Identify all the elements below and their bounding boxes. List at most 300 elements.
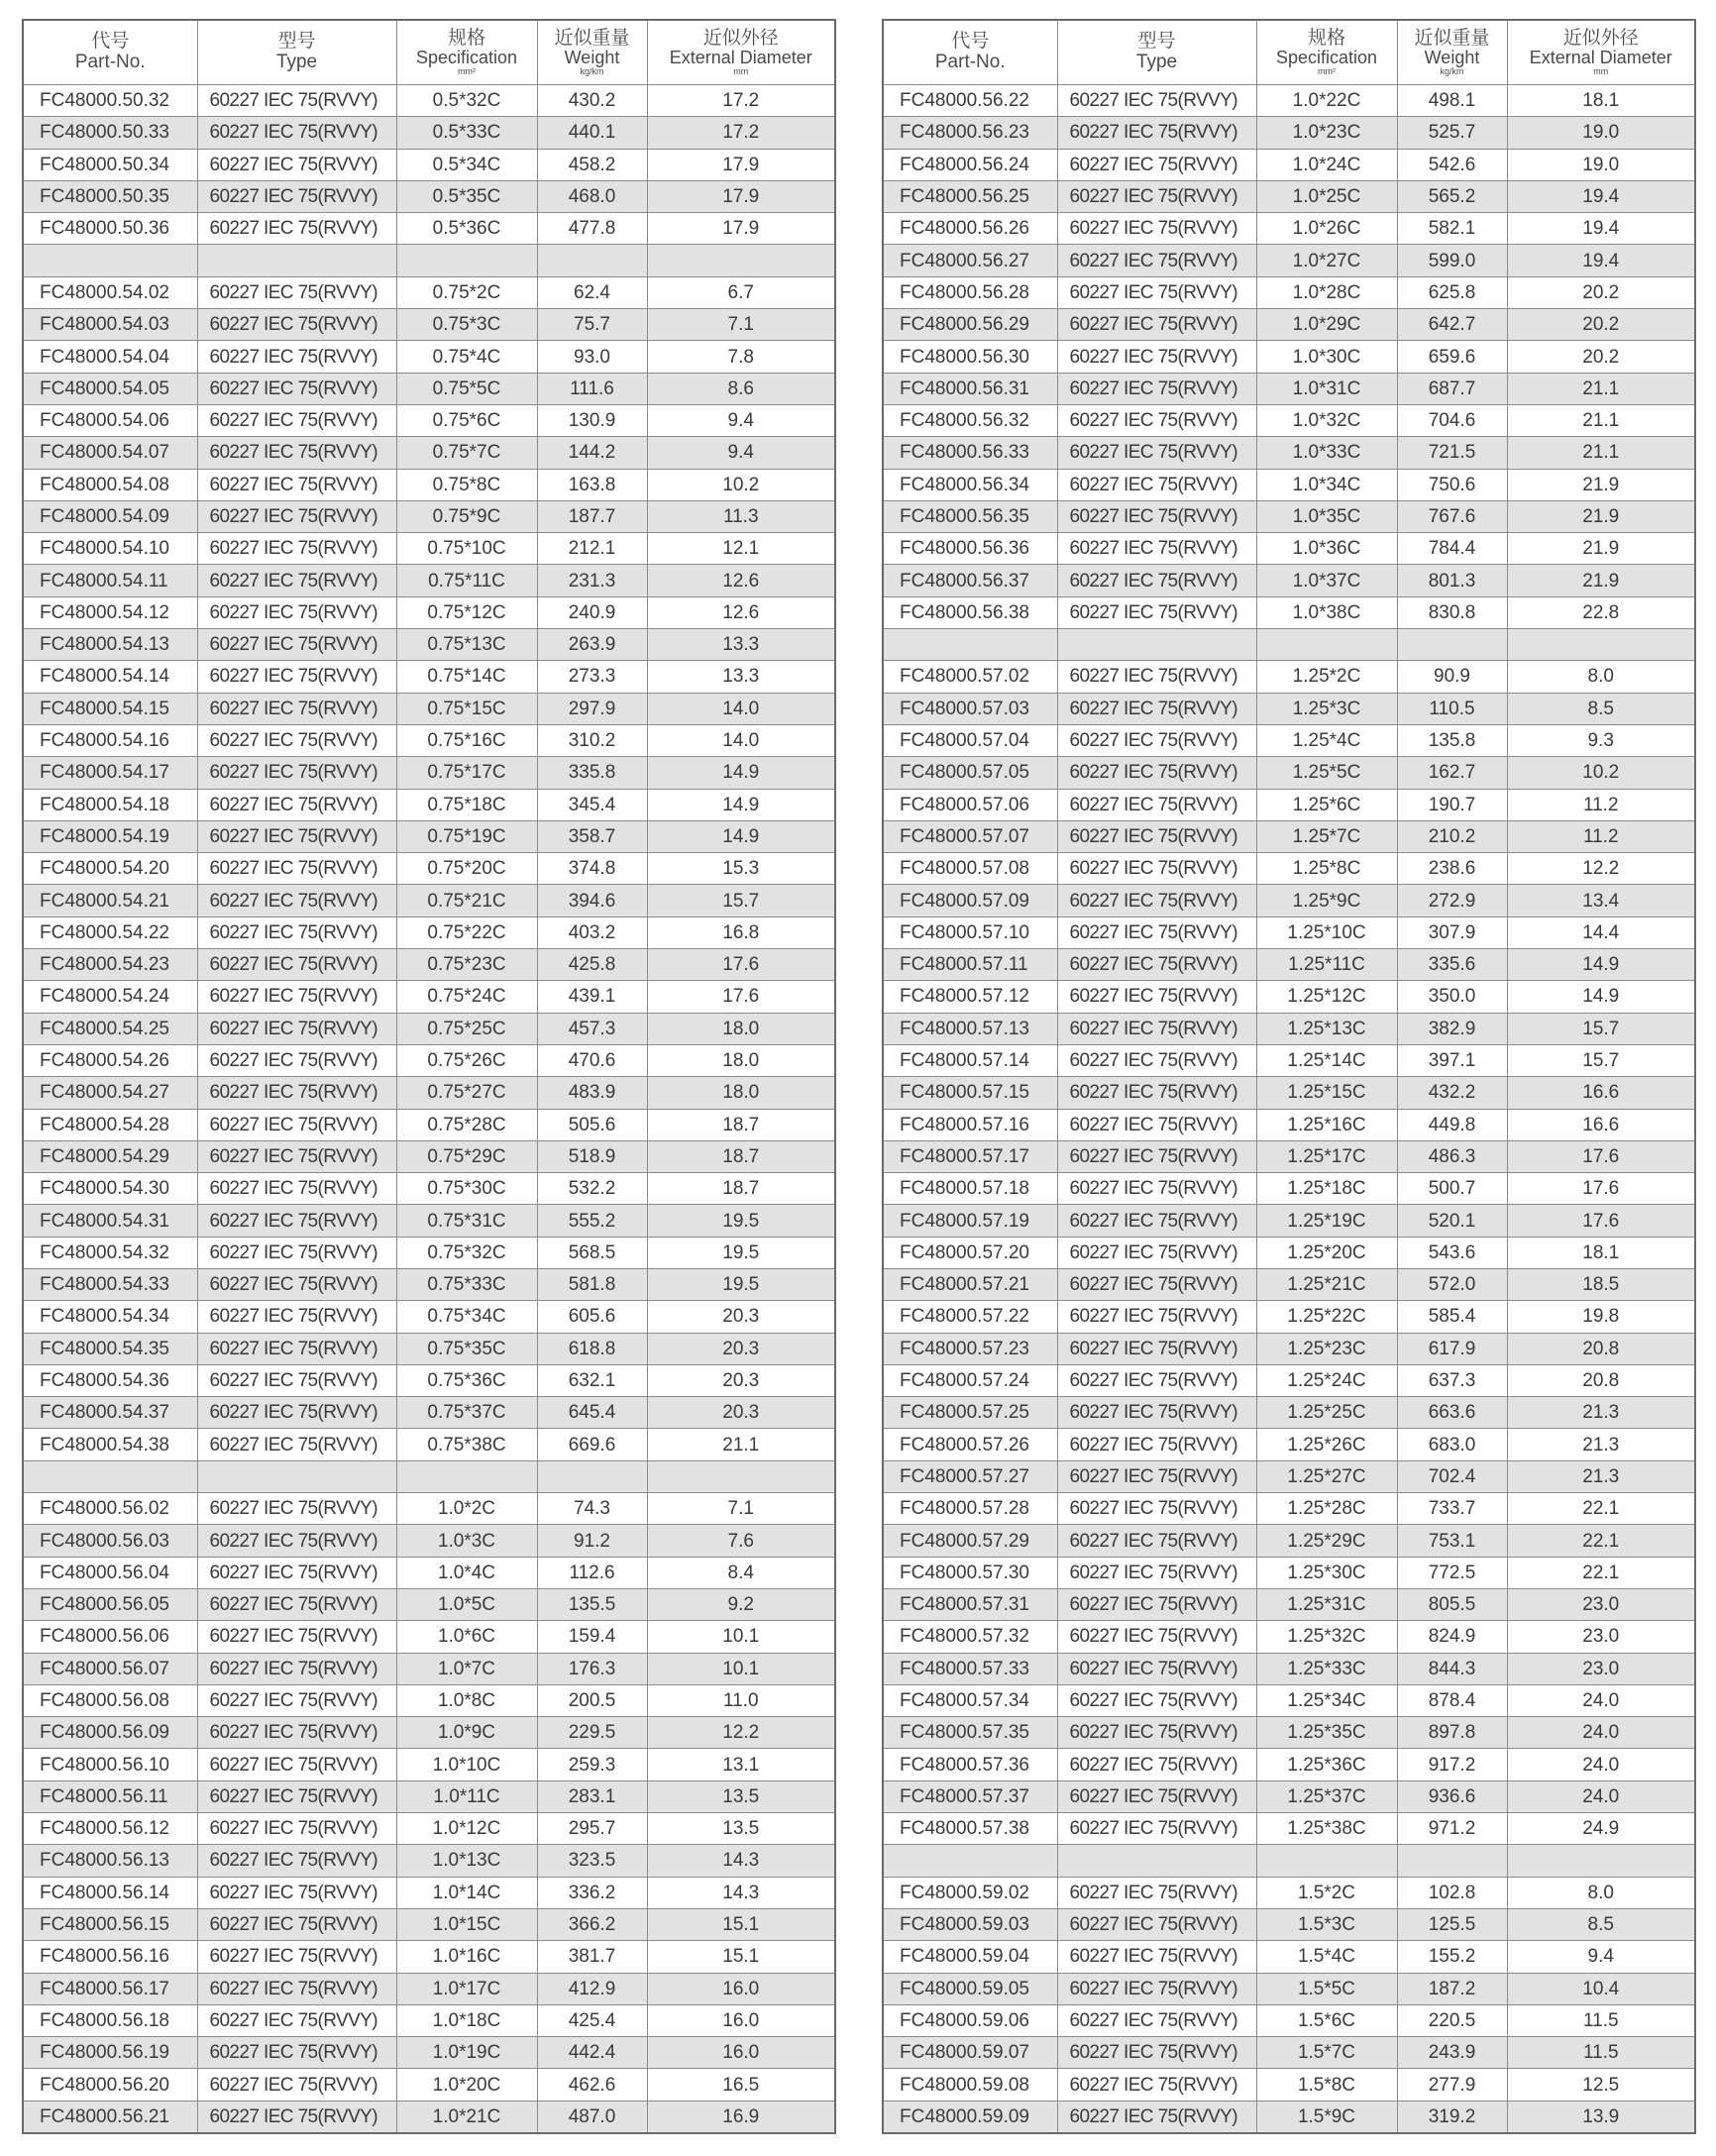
type-cell: 60227 IEC 75(RVVY)	[1057, 1557, 1256, 1588]
type-cell: 60227 IEC 75(RVVY)	[1057, 245, 1256, 276]
type-cell: 60227 IEC 75(RVVY)	[197, 853, 396, 885]
spec-cell: 1.5*9C	[1256, 2101, 1397, 2133]
diameter-cell: 10.4	[1507, 1973, 1695, 2004]
table-row	[23, 1588, 835, 1620]
weight-cell: 163.8	[537, 469, 647, 500]
type-cell: 60227 IEC 75(RVVY)	[1057, 2004, 1256, 2036]
spec-cell: 1.5*3C	[1256, 1908, 1397, 1940]
spec-cell: 1.5*5C	[1256, 1973, 1397, 2004]
diameter-cell: 9.4	[647, 404, 835, 436]
part-no-cell: FC48000.57.34	[883, 1684, 1057, 1716]
spec-cell: 0.75*4C	[396, 341, 537, 373]
spec-cell: 1.0*34C	[1256, 469, 1397, 500]
type-cell: 60227 IEC 75(RVVY)	[197, 596, 396, 628]
table-row	[883, 404, 1695, 436]
weight-cell: 210.2	[1397, 820, 1507, 852]
spec-cell: 0.75*11C	[396, 565, 537, 596]
diameter-cell: 23.0	[1507, 1653, 1695, 1684]
header-type-en: Type	[275, 52, 318, 72]
spec-cell: 1.0*14C	[396, 1877, 537, 1908]
weight-cell: 687.7	[1397, 373, 1507, 404]
part-no-cell: FC48000.56.05	[23, 1588, 197, 1620]
type-cell: 60227 IEC 75(RVVY)	[1057, 1268, 1256, 1300]
diameter-cell: 9.3	[1507, 724, 1695, 756]
spec-cell: 1.25*37C	[1256, 1780, 1397, 1812]
part-no-cell: FC48000.54.32	[23, 1237, 197, 1268]
diameter-cell: 19.5	[647, 1237, 835, 1268]
cable-spec-table-left	[22, 19, 836, 2134]
diameter-cell: 8.5	[1507, 693, 1695, 724]
table-header-row	[23, 20, 835, 85]
spec-cell: 0.75*20C	[396, 853, 537, 885]
diameter-cell: 20.3	[647, 1333, 835, 1364]
part-no-cell: FC48000.57.22	[883, 1301, 1057, 1333]
table-row	[23, 1205, 835, 1237]
part-no-cell: FC48000.56.13	[23, 1845, 197, 1877]
header-weight	[537, 20, 647, 85]
spec-cell: 0.5*34C	[396, 149, 537, 180]
weight-cell: 323.5	[537, 1845, 647, 1877]
part-no-cell: FC48000.57.24	[883, 1364, 1057, 1396]
diameter-cell	[1507, 629, 1695, 661]
type-cell: 60227 IEC 75(RVVY)	[1057, 1749, 1256, 1780]
diameter-cell: 8.5	[1507, 1908, 1695, 1940]
spec-cell: 1.0*25C	[1256, 180, 1397, 212]
spec-cell: 1.25*9C	[1256, 885, 1397, 916]
type-cell: 60227 IEC 75(RVVY)	[1057, 1653, 1256, 1684]
table-row	[883, 757, 1695, 789]
diameter-cell: 16.0	[647, 1973, 835, 2004]
part-no-cell: FC48000.56.10	[23, 1749, 197, 1780]
table-row	[23, 149, 835, 180]
spec-cell: 0.75*18C	[396, 789, 537, 820]
weight-cell: 581.8	[537, 1268, 647, 1300]
diameter-cell: 11.0	[647, 1684, 835, 1716]
weight-cell: 605.6	[537, 1301, 647, 1333]
diameter-cell: 19.8	[1507, 1301, 1695, 1333]
diameter-cell: 9.4	[1507, 1941, 1695, 1973]
spec-cell: 0.75*10C	[396, 533, 537, 565]
weight-cell: 917.2	[1397, 1749, 1507, 1780]
weight-cell: 425.4	[537, 2004, 647, 2036]
type-cell: 60227 IEC 75(RVVY)	[197, 437, 396, 469]
header-spec-en: Specification	[1275, 48, 1378, 68]
weight-cell: 663.6	[1397, 1397, 1507, 1429]
part-no-cell: FC48000.54.09	[23, 500, 197, 532]
spec-cell: 0.75*15C	[396, 693, 537, 724]
table-row	[23, 1557, 835, 1588]
part-no-cell: FC48000.56.17	[23, 1973, 197, 2004]
type-cell: 60227 IEC 75(RVVY)	[197, 1653, 396, 1684]
table-row	[883, 469, 1695, 500]
diameter-cell: 15.7	[647, 885, 835, 916]
diameter-cell: 16.8	[647, 916, 835, 948]
table-row	[883, 1717, 1695, 1749]
spec-cell: 1.0*13C	[396, 1845, 537, 1877]
diameter-cell: 14.9	[1507, 981, 1695, 1013]
weight-cell: 462.6	[537, 2069, 647, 2101]
part-no-cell: FC48000.59.03	[883, 1908, 1057, 1940]
table-row	[883, 1684, 1695, 1716]
table-body-right	[883, 85, 1695, 2134]
weight-cell: 505.6	[537, 1109, 647, 1140]
part-no-cell: FC48000.56.09	[23, 1717, 197, 1749]
spec-cell: 1.25*31C	[1256, 1588, 1397, 1620]
table-row	[23, 981, 835, 1013]
weight-cell: 477.8	[537, 213, 647, 245]
part-no-cell: FC48000.54.35	[23, 1333, 197, 1364]
diameter-cell: 17.6	[647, 949, 835, 981]
weight-cell: 190.7	[1397, 789, 1507, 820]
diameter-cell: 14.0	[647, 693, 835, 724]
header-spec	[1256, 20, 1397, 85]
table-row	[23, 724, 835, 756]
spec-cell: 1.25*18C	[1256, 1173, 1397, 1205]
table-row	[23, 1749, 835, 1780]
table-row	[23, 596, 835, 628]
type-cell: 60227 IEC 75(RVVY)	[197, 724, 396, 756]
spec-cell: 0.75*14C	[396, 661, 537, 693]
table-row	[23, 276, 835, 308]
header-spec-en: Specification	[415, 48, 518, 68]
diameter-cell: 7.8	[647, 341, 835, 373]
type-cell: 60227 IEC 75(RVVY)	[197, 276, 396, 308]
table-row	[23, 1845, 835, 1877]
spec-cell: 1.0*2C	[396, 1493, 537, 1525]
table-row	[23, 373, 835, 404]
weight-cell: 91.2	[537, 1525, 647, 1557]
part-no-cell: FC48000.54.20	[23, 853, 197, 885]
header-part-no-en: Part-No.	[934, 52, 1006, 72]
weight-cell: 412.9	[537, 1973, 647, 2004]
weight-cell: 381.7	[537, 1941, 647, 1973]
weight-cell: 263.9	[537, 629, 647, 661]
spec-cell: 1.25*36C	[1256, 1749, 1397, 1780]
spec-cell: 1.0*38C	[1256, 596, 1397, 628]
part-no-cell: FC48000.56.02	[23, 1493, 197, 1525]
type-cell: 60227 IEC 75(RVVY)	[1057, 1237, 1256, 1268]
table-row	[23, 1780, 835, 1812]
type-cell: 60227 IEC 75(RVVY)	[1057, 1717, 1256, 1749]
weight-cell: 366.2	[537, 1908, 647, 1940]
part-no-cell: FC48000.59.05	[883, 1973, 1057, 2004]
type-cell: 60227 IEC 75(RVVY)	[197, 2037, 396, 2069]
weight-cell: 358.7	[537, 820, 647, 852]
type-cell: 60227 IEC 75(RVVY)	[197, 1109, 396, 1140]
weight-cell: 403.2	[537, 916, 647, 948]
part-no-cell: FC48000.57.38	[883, 1813, 1057, 1845]
weight-cell: 824.9	[1397, 1621, 1507, 1653]
weight-cell: 555.2	[537, 1205, 647, 1237]
diameter-cell: 13.3	[647, 661, 835, 693]
spec-cell: 0.75*2C	[396, 276, 537, 308]
type-cell: 60227 IEC 75(RVVY)	[197, 1557, 396, 1588]
cable-spec-table-right	[882, 19, 1696, 2134]
diameter-cell	[647, 245, 835, 276]
spec-cell: 0.75*28C	[396, 1109, 537, 1140]
part-no-cell: FC48000.54.13	[23, 629, 197, 661]
type-cell: 60227 IEC 75(RVVY)	[1057, 213, 1256, 245]
part-no-cell: FC48000.54.22	[23, 916, 197, 948]
weight-cell: 543.6	[1397, 1237, 1507, 1268]
spec-cell: 1.0*9C	[396, 1717, 537, 1749]
type-cell: 60227 IEC 75(RVVY)	[197, 565, 396, 596]
spec-cell: 1.0*5C	[396, 1588, 537, 1620]
header-spec-cn: 规格	[1307, 27, 1345, 49]
part-no-cell: FC48000.54.29	[23, 1140, 197, 1172]
spec-cell: 0.75*6C	[396, 404, 537, 436]
type-cell: 60227 IEC 75(RVVY)	[1057, 853, 1256, 885]
table-row	[883, 2037, 1695, 2069]
type-cell: 60227 IEC 75(RVVY)	[1057, 341, 1256, 373]
weight-cell: 704.6	[1397, 404, 1507, 436]
part-no-cell: FC48000.57.18	[883, 1173, 1057, 1205]
type-cell: 60227 IEC 75(RVVY)	[197, 1908, 396, 1940]
table-row	[883, 1973, 1695, 2004]
part-no-cell: FC48000.56.34	[883, 469, 1057, 500]
spec-cell: 0.5*33C	[396, 117, 537, 149]
weight-cell: 897.8	[1397, 1717, 1507, 1749]
part-no-cell: FC48000.54.34	[23, 1301, 197, 1333]
weight-cell: 397.1	[1397, 1044, 1507, 1076]
type-cell	[1057, 629, 1256, 661]
part-no-cell: FC48000.56.20	[23, 2069, 197, 2101]
spec-cell: 1.0*20C	[396, 2069, 537, 2101]
part-no-cell: FC48000.54.28	[23, 1109, 197, 1140]
part-no-cell: FC48000.54.14	[23, 661, 197, 693]
diameter-cell: 18.7	[647, 1109, 835, 1140]
diameter-cell: 19.5	[647, 1268, 835, 1300]
table-row	[883, 1205, 1695, 1237]
header-weight-cn: 近似重量	[554, 27, 630, 49]
table-row	[23, 1237, 835, 1268]
spec-cell: 1.0*16C	[396, 1941, 537, 1973]
weight-cell: 187.2	[1397, 1973, 1507, 2004]
type-cell: 60227 IEC 75(RVVY)	[1057, 1397, 1256, 1429]
table-row	[883, 373, 1695, 404]
table-spacer-row	[883, 629, 1695, 661]
type-cell: 60227 IEC 75(RVVY)	[1057, 117, 1256, 149]
weight-cell: 565.2	[1397, 180, 1507, 212]
spec-cell: 1.25*23C	[1256, 1333, 1397, 1364]
header-diameter-unit: mm	[733, 66, 749, 77]
part-no-cell: FC48000.56.26	[883, 213, 1057, 245]
type-cell: 60227 IEC 75(RVVY)	[1057, 1205, 1256, 1237]
diameter-cell: 19.4	[1507, 245, 1695, 276]
table-row	[883, 916, 1695, 948]
table-row	[883, 1780, 1695, 1812]
type-cell: 60227 IEC 75(RVVY)	[1057, 981, 1256, 1013]
diameter-cell: 17.9	[647, 180, 835, 212]
spec-cell: 0.75*22C	[396, 916, 537, 948]
part-no-cell: FC48000.57.37	[883, 1780, 1057, 1812]
weight-cell: 112.6	[537, 1557, 647, 1588]
table-row	[23, 1140, 835, 1172]
spec-cell: 1.25*4C	[1256, 724, 1397, 756]
part-no-cell: FC48000.56.06	[23, 1621, 197, 1653]
diameter-cell: 14.4	[1507, 916, 1695, 948]
part-no-cell: FC48000.56.35	[883, 500, 1057, 532]
part-no-cell: FC48000.56.23	[883, 117, 1057, 149]
weight-cell: 659.6	[1397, 341, 1507, 373]
header-diameter-en: External Diameter	[1529, 48, 1672, 68]
spec-cell: 0.5*32C	[396, 85, 537, 117]
diameter-cell: 18.0	[647, 1077, 835, 1109]
weight-cell: 90.9	[1397, 661, 1507, 693]
spec-cell: 0.75*38C	[396, 1429, 537, 1460]
weight-cell: 111.6	[537, 373, 647, 404]
spec-cell: 0.75*30C	[396, 1173, 537, 1205]
weight-cell	[537, 1460, 647, 1492]
weight-cell: 599.0	[1397, 245, 1507, 276]
part-no-cell: FC48000.54.03	[23, 309, 197, 341]
part-no-cell: FC48000.57.10	[883, 916, 1057, 948]
part-no-cell: FC48000.56.32	[883, 404, 1057, 436]
table-row	[883, 1621, 1695, 1653]
type-cell: 60227 IEC 75(RVVY)	[1057, 373, 1256, 404]
part-no-cell: FC48000.54.31	[23, 1205, 197, 1237]
table-row	[883, 2069, 1695, 2101]
table-row	[23, 437, 835, 469]
table-row	[23, 1429, 835, 1460]
part-no-cell: FC48000.59.09	[883, 2101, 1057, 2133]
diameter-cell: 15.3	[647, 853, 835, 885]
part-no-cell: FC48000.54.12	[23, 596, 197, 628]
type-cell: 60227 IEC 75(RVVY)	[197, 1588, 396, 1620]
spec-cell: 1.25*20C	[1256, 1237, 1397, 1268]
type-cell: 60227 IEC 75(RVVY)	[197, 309, 396, 341]
spec-cell: 1.0*12C	[396, 1813, 537, 1845]
diameter-cell: 19.4	[1507, 180, 1695, 212]
type-cell: 60227 IEC 75(RVVY)	[1057, 596, 1256, 628]
part-no-cell: FC48000.54.24	[23, 981, 197, 1013]
part-no-cell: FC48000.57.19	[883, 1205, 1057, 1237]
weight-cell: 498.1	[1397, 85, 1507, 117]
table-row	[883, 1877, 1695, 1908]
spec-cell: 0.75*3C	[396, 309, 537, 341]
weight-cell: 272.9	[1397, 885, 1507, 916]
diameter-cell: 8.0	[1507, 661, 1695, 693]
diameter-cell: 13.9	[1507, 2101, 1695, 2133]
header-part-no	[23, 20, 197, 85]
diameter-cell: 12.2	[647, 1717, 835, 1749]
diameter-cell: 17.6	[1507, 1140, 1695, 1172]
spec-cell: 1.5*2C	[1256, 1877, 1397, 1908]
diameter-cell: 20.2	[1507, 276, 1695, 308]
weight-cell: 486.3	[1397, 1140, 1507, 1172]
type-cell: 60227 IEC 75(RVVY)	[1057, 2037, 1256, 2069]
spec-cell: 0.75*8C	[396, 469, 537, 500]
part-no-cell: FC48000.57.27	[883, 1460, 1057, 1492]
part-no-cell: FC48000.54.06	[23, 404, 197, 436]
table-row	[883, 1044, 1695, 1076]
weight-cell: 468.0	[537, 180, 647, 212]
type-cell: 60227 IEC 75(RVVY)	[1057, 2101, 1256, 2133]
table-row	[883, 180, 1695, 212]
diameter-cell: 21.3	[1507, 1397, 1695, 1429]
table-row	[883, 213, 1695, 245]
part-no-cell: FC48000.56.29	[883, 309, 1057, 341]
table-row	[23, 1813, 835, 1845]
spec-cell: 0.75*34C	[396, 1301, 537, 1333]
diameter-cell: 17.9	[647, 213, 835, 245]
header-diameter-unit: mm	[1593, 66, 1609, 77]
weight-cell: 767.6	[1397, 500, 1507, 532]
weight-cell: 878.4	[1397, 1684, 1507, 1716]
header-weight-cn: 近似重量	[1414, 27, 1490, 49]
part-no-cell: FC48000.56.15	[23, 1908, 197, 1940]
table-row	[883, 1077, 1695, 1109]
spec-cell: 1.0*22C	[1256, 85, 1397, 117]
weight-cell: 297.9	[537, 693, 647, 724]
part-no-cell: FC48000.54.15	[23, 693, 197, 724]
type-cell: 60227 IEC 75(RVVY)	[1057, 565, 1256, 596]
weight-cell: 430.2	[537, 85, 647, 117]
weight-cell: 273.3	[537, 661, 647, 693]
type-cell: 60227 IEC 75(RVVY)	[197, 1813, 396, 1845]
diameter-cell: 24.0	[1507, 1780, 1695, 1812]
type-cell: 60227 IEC 75(RVVY)	[197, 1301, 396, 1333]
header-weight	[1397, 20, 1507, 85]
part-no-cell: FC48000.57.08	[883, 853, 1057, 885]
type-cell: 60227 IEC 75(RVVY)	[197, 1044, 396, 1076]
header-type	[1057, 20, 1256, 85]
diameter-cell: 16.6	[1507, 1109, 1695, 1140]
table-row	[23, 309, 835, 341]
table-row	[883, 885, 1695, 916]
spec-cell: 0.75*9C	[396, 500, 537, 532]
diameter-cell: 21.1	[1507, 373, 1695, 404]
part-no-cell: FC48000.59.08	[883, 2069, 1057, 2101]
part-no-cell: FC48000.56.11	[23, 1780, 197, 1812]
table-row	[23, 1717, 835, 1749]
diameter-cell: 14.3	[647, 1877, 835, 1908]
type-cell	[1057, 1845, 1256, 1877]
diameter-cell: 13.4	[1507, 885, 1695, 916]
table-row	[23, 757, 835, 789]
table-row	[883, 500, 1695, 532]
spec-cell: 1.25*32C	[1256, 1621, 1397, 1653]
type-cell: 60227 IEC 75(RVVY)	[197, 1941, 396, 1973]
type-cell: 60227 IEC 75(RVVY)	[1057, 1780, 1256, 1812]
table-row	[883, 149, 1695, 180]
type-cell: 60227 IEC 75(RVVY)	[1057, 1333, 1256, 1364]
weight-cell: 110.5	[1397, 693, 1507, 724]
table-row	[23, 1684, 835, 1716]
spec-cell: 1.25*35C	[1256, 1717, 1397, 1749]
diameter-cell: 14.9	[647, 820, 835, 852]
table-row	[23, 916, 835, 948]
spec-cell: 1.0*24C	[1256, 149, 1397, 180]
spec-cell: 1.25*21C	[1256, 1268, 1397, 1300]
part-no-cell	[23, 245, 197, 276]
table-row	[883, 1237, 1695, 1268]
type-cell: 60227 IEC 75(RVVY)	[1057, 2069, 1256, 2101]
weight-cell: 618.8	[537, 1333, 647, 1364]
part-no-cell: FC48000.59.04	[883, 1941, 1057, 1973]
diameter-cell: 20.8	[1507, 1364, 1695, 1396]
spec-cell: 1.25*33C	[1256, 1653, 1397, 1684]
diameter-cell: 22.1	[1507, 1493, 1695, 1525]
diameter-cell: 18.7	[647, 1140, 835, 1172]
type-cell: 60227 IEC 75(RVVY)	[197, 1684, 396, 1716]
part-no-cell: FC48000.56.37	[883, 565, 1057, 596]
weight-cell: 144.2	[537, 437, 647, 469]
table-body-left	[23, 85, 835, 2134]
weight-cell: 93.0	[537, 341, 647, 373]
table-row	[883, 85, 1695, 117]
diameter-cell: 10.2	[647, 469, 835, 500]
